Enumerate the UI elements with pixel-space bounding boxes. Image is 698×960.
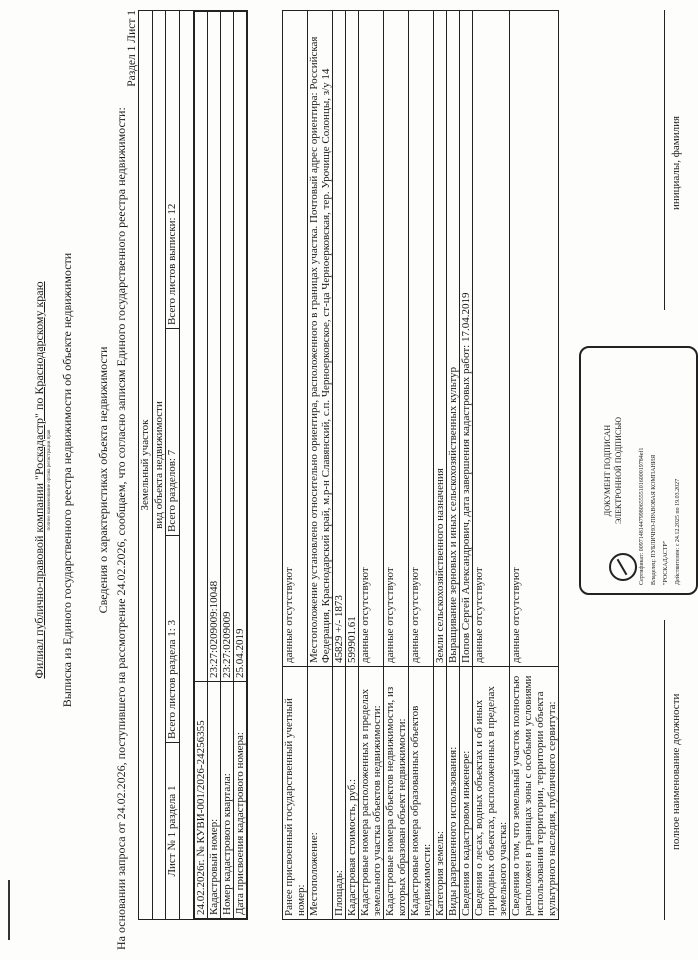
stamp-owner-2: "РОСКАДАСТР" <box>663 540 669 585</box>
object-type: Земельный участок <box>139 11 153 920</box>
info-label: Кадастровый номер: <box>208 682 221 919</box>
detail-value: данные отсутствуют <box>384 11 409 667</box>
detail-value: Попов Сергей Александрович, дата завершения кадастровых работ: 17.04.2019 <box>460 11 473 667</box>
detail-row <box>434 11 447 920</box>
info-table <box>194 11 247 919</box>
detail-row <box>308 11 333 920</box>
detail-value: данные отсутствуют <box>359 11 384 667</box>
detail-label: Кадастровые номера образованных объектов недвижимости: <box>409 667 434 920</box>
detail-value: 599901.61 <box>346 11 359 667</box>
name-line <box>664 10 665 310</box>
stamp-line-2: ЭЛЕКТРОННОЙ ПОДПИСЬЮ <box>614 416 623 525</box>
org-name-caption: полное наименование органа регистрации прав <box>47 429 52 531</box>
scan-margin-mark <box>8 880 10 940</box>
detail-row <box>359 11 384 920</box>
rotated-document <box>14 10 694 950</box>
detail-row <box>384 11 409 920</box>
stamp-owner: Владелец: ПУБЛИЧНО-ПРАВОВАЯ КОМПАНИЯ <box>651 454 657 585</box>
detail-value: 45829 +/- 1873 <box>333 11 346 667</box>
detail-label: Площадь: <box>333 667 346 920</box>
detail-label: Кадастровая стоимость, руб.: <box>346 667 359 920</box>
info-label: 24.02.2026г. № КУВИ-001/2026-24256355 <box>195 682 208 919</box>
detail-label: Местоположение: <box>308 667 333 920</box>
detail-row <box>283 11 308 920</box>
stamp-line-1: ДОКУМЕНТ ПОДПИСАН <box>603 424 612 517</box>
info-label: Номер кадастрового квартала: <box>221 682 234 919</box>
info-value: 23:27:0209009:10048 <box>208 12 221 682</box>
info-value: 23:27:0209009 <box>221 12 234 682</box>
sheets-total: Всего листов выписки: 12 <box>166 11 180 329</box>
e-signature-stamp <box>579 346 698 595</box>
info-value <box>195 12 208 682</box>
document-title: Выписка из Единого государственного реестра недвижимости об объекте недвижимости <box>60 252 74 708</box>
header-table <box>138 10 248 920</box>
detail-row <box>460 11 473 920</box>
detail-row <box>409 11 434 920</box>
detail-label: Сведения о кадастровом инженере: <box>460 667 473 920</box>
object-type-caption: вид объекта недвижимости <box>153 11 166 920</box>
detail-value: данные отсутствуют <box>409 11 434 667</box>
info-label: Дата присвоения кадастрового номера: <box>234 682 247 919</box>
detail-value: данные отсутствуют <box>473 11 510 667</box>
detail-label: Кадастровые номера объектов недвижимости, из которых образован объект недвижимости: <box>384 667 409 920</box>
intro-text: На основании запроса от 24.02.2026, поступившего на рассмотрение 24.02.2026, сообщаем, что согласно записям Единого государственного реестра недвижимости: <box>114 107 128 950</box>
detail-row <box>510 11 559 920</box>
detail-label: Категория земель: <box>434 667 447 920</box>
position-line <box>664 620 665 920</box>
position-caption: полное наименование должности <box>670 693 682 850</box>
sheet-number: Лист № 1 раздела 1 <box>166 743 180 920</box>
detail-row <box>447 11 460 920</box>
stamp-certificate: Сертификат: 00971481447998065555101600019784ef1 <box>639 447 645 585</box>
org-name: Филиал публично-правовой компании "Роскадастр" по Краснодарскому краю <box>32 281 46 679</box>
info-row <box>234 12 247 919</box>
section-label: Раздел 1 Лист 1 <box>126 10 138 87</box>
detail-value: данные отсутствуют <box>510 11 559 667</box>
sections-total: Всего разделов: 7 <box>166 329 180 536</box>
detail-value: Выращивание зерновых и иных сельскохозяйственных культур <box>447 11 460 667</box>
sheets-in-section: Всего листов раздела 1: 3 <box>166 536 180 743</box>
detail-value: Земли сельскохозяйственного назначения <box>434 11 447 667</box>
detail-row <box>346 11 359 920</box>
detail-label: Кадастровые номера расположенных в пределах земельного участка объектов недвижимости: <box>359 667 384 920</box>
detail-row <box>473 11 510 920</box>
name-caption: инициалы, фамилия <box>670 115 682 210</box>
detail-label: Сведения о том, что земельный участок полностью расположен в границах зоны с особыми условиями использования территории, территории объекта культурного наследия, публичного сервитута: <box>510 667 559 920</box>
detail-label: Виды разрешенного использования: <box>447 667 460 920</box>
detail-value: Местоположение установлено относительно ориентира, расположенного в границах участка. Почтовый адрес ориентира: Российская Федерация, Краснодарский край, м.р-н Славянский, с.п. Черноерковское, ст-ца Черноерковская, тер. Урочище Солонцы, з/у 14 <box>308 11 333 667</box>
stamp-validity: Действителен: с 24.12.2025 по 19.03.2027 <box>675 478 681 585</box>
info-row <box>221 12 234 919</box>
detail-label: Ранее присвоенный государственный учетный номер: <box>283 667 308 920</box>
detail-label: Сведения о лесах, водных объектах и об иных природных объектах, расположенных в пределах земельного участка: <box>473 667 510 920</box>
document-subtitle: Сведения о характеристиках объекта недвижимости <box>96 346 110 614</box>
info-row <box>195 12 208 919</box>
detail-row <box>333 11 346 920</box>
info-value: 25.04.2019 <box>234 12 247 682</box>
info-row <box>208 12 221 919</box>
detail-table <box>282 10 559 920</box>
detail-value: данные отсутствуют <box>283 11 308 667</box>
